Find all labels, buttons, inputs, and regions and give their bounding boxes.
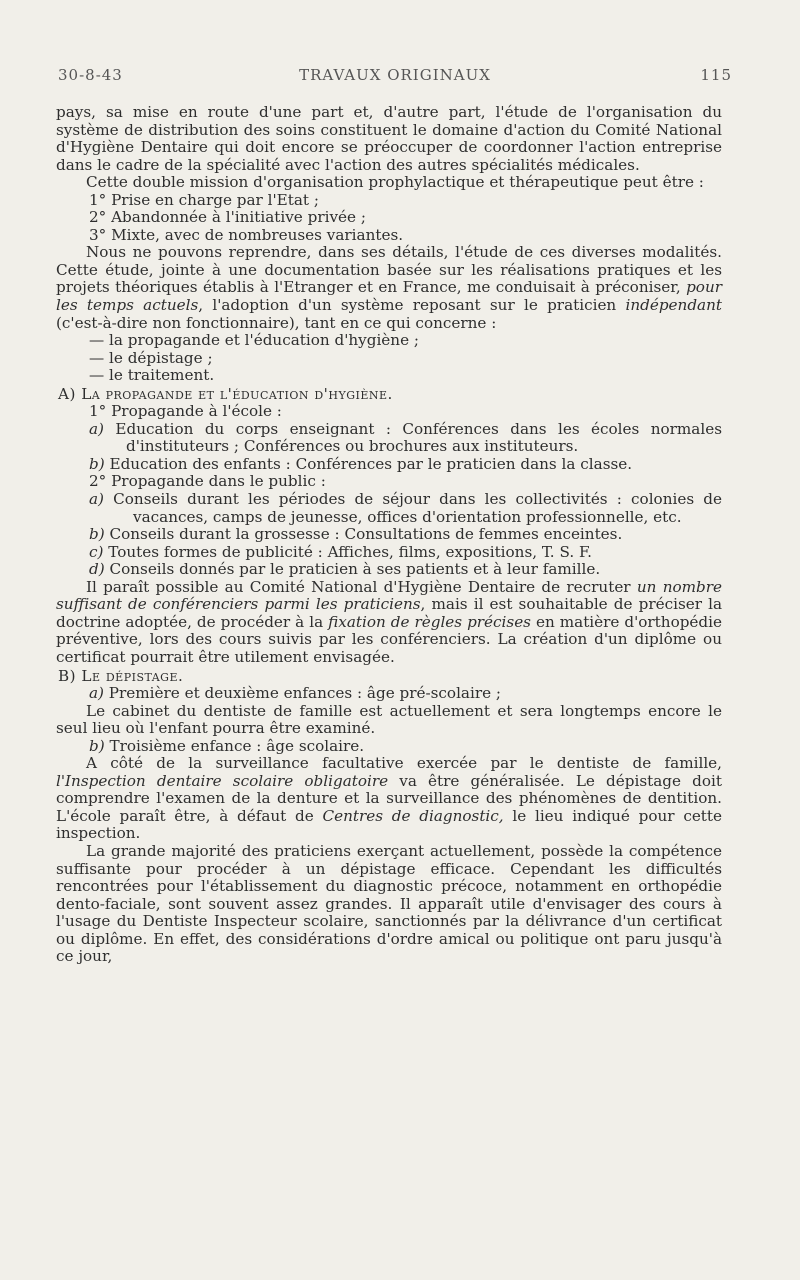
dash-item-traitement: — le traitement. [89, 366, 215, 385]
text-run: Conseils durant la grossesse : Consultations de femmes enceintes. [104, 525, 623, 544]
item-marker: a) [89, 419, 104, 438]
text-run: Première et deuxième enfances : âge pré-scolaire ; [103, 684, 502, 703]
text-run: Conseils durant les périodes de séjour dans les collectivités : colonies de vacances, camps de jeunesse, offices d'orientation professionnelle, etc. [103, 490, 722, 526]
item-premiere-enfance [56, 685, 722, 703]
item-marker: a) [89, 684, 104, 703]
text-run: Education du corps enseignant : Conférences dans les écoles normales d'instituteurs ; Conférences ou brochures aux instituteurs. [103, 419, 722, 456]
body-text [56, 104, 722, 966]
list-item-1: 1° Prise en charge par l'Etat ; [89, 190, 319, 209]
item-conseils-sejour [56, 491, 722, 526]
italic-run: fixation de règles précises [328, 612, 531, 631]
section-heading-b: B) Le dépistage. [58, 666, 184, 685]
text-run: (c'est-à-dire non fonctionnaire), tant en ce qui concerne : [56, 313, 497, 332]
dash-item-propagande: — la propagande et l'éducation d'hygiène ; [89, 331, 420, 350]
text-run: en matière d'orthopédie préventive, lors des cours suivis par les conférenciers. La création d'un diplôme ou certificat pourrait être utilement envisagée. [56, 612, 722, 666]
text-run: , l'adoption d'un système reposant sur le praticien [198, 296, 626, 315]
section-heading-a: A) La propagande et l'éducation d'hygiène. [58, 384, 393, 403]
text-run: Toutes formes de publicité : Affiches, films, expositions, T. S. F. [103, 542, 592, 561]
list-item-2: 2° Abandonnée à l'initiative privée ; [89, 208, 366, 227]
paragraph-cabinet: Le cabinet du dentiste de famille est actuellement et sera longtemps encore le seul lieu où l'enfant pourra être examiné. [56, 701, 722, 738]
paragraph-praticiens: La grande majorité des praticiens exerçant actuellement, possède la compétence suffisante pour procéder à un dépistage efficace. Cependant les difficultés rencontrées pour l'établissement du diagnostic précoce, notamment en orthopédie dento-faciale, sont souvent assez grandes. Il apparaît utile d'envisager des cours à l'usage du Dentiste Inspecteur scolaire, sanctionnés par la délivrance d'un certificat ou diplôme. En effet, des considérations d'ordre amical ou politique ont paru jusqu'à ce jour, [56, 841, 722, 966]
page-number: 115 [700, 66, 732, 84]
text-run: Education des enfants : Conférences par le praticien dans la classe. [104, 454, 633, 473]
italic-run: indépendant [625, 296, 722, 315]
item-marker: a) [89, 490, 104, 509]
text-run: le lieu indiqué pour cette inspection. [56, 806, 723, 843]
item-marker: b) [89, 454, 105, 473]
paragraph-modalites [56, 244, 722, 332]
text-run: va être généralisée. Le dépistage doit comprendre l'examen de la denture et la surveillance des phénomènes de dentition. L'école paraît être, à défaut de [56, 771, 722, 825]
paragraph-inspection [56, 755, 722, 843]
text-run: A côté de la surveillance facultative exercée par le dentiste de famille, [86, 754, 722, 773]
item-marker: b) [89, 736, 105, 755]
italic-run: Centres de diagnostic, [322, 806, 504, 825]
item-conseils-grossesse [56, 526, 722, 544]
header-date: 30-8-43 [58, 66, 123, 84]
item-education-enseignant [56, 421, 722, 456]
italic-run: un nombre suffisant de conférenciers parmi les praticiens [56, 577, 723, 614]
text-run: Nous ne pouvons reprendre, dans ses détails, l'étude de ces diverses modalités. Cette étude, jointe à une documentation basée sur les réalisations pratiques et les projets théoriques établis à l'Etranger et en France, me conduisait à préconiser, [56, 243, 722, 297]
italic-run: pour les temps actuels [56, 278, 722, 315]
text-run: , mais il est souhaitable de préciser la doctrine adoptée, de procéder à la [56, 595, 723, 631]
item-marker: d) [89, 560, 105, 579]
item-marker: b) [89, 525, 105, 544]
item-publicite [56, 544, 722, 562]
header-title: TRAVAUX ORIGINAUX [299, 66, 491, 84]
text-run: Conseils donnés par le praticien à ses patients et à leur famille. [104, 560, 601, 579]
paragraph-conferenciers [56, 579, 722, 667]
subsection-ecole: 1° Propagande à l'école : [89, 402, 282, 421]
item-education-enfants [56, 456, 722, 474]
italic-run: l'Inspection dentaire scolaire obligatoire [56, 771, 389, 790]
item-marker: c) [89, 542, 104, 561]
paragraph-intro: pays, sa mise en route d'une part et, d'autre part, l'étude de l'organisation du système de distribution des soins constituent le domaine d'action du Comité National d'Hygiène Dentaire qui doit encore se préoccuper de coordonner l'action entreprise dans le cadre de la spécialité avec l'action des autres spécialités médicales. [56, 103, 722, 174]
item-troisieme-enfance [56, 738, 722, 756]
item-conseils-praticien [56, 561, 722, 579]
list-item-3: 3° Mixte, avec de nombreuses variantes. [89, 225, 404, 244]
text-run: Il paraît possible au Comité National d'Hygiène Dentaire de recruter [86, 577, 637, 596]
subsection-public: 2° Propagande dans le public : [89, 472, 326, 491]
dash-item-depistage: — le dépistage ; [89, 348, 213, 367]
paragraph-mission: Cette double mission d'organisation prophylactique et thérapeutique peut être : [86, 173, 704, 192]
text-run: Troisième enfance : âge scolaire. [104, 736, 365, 755]
